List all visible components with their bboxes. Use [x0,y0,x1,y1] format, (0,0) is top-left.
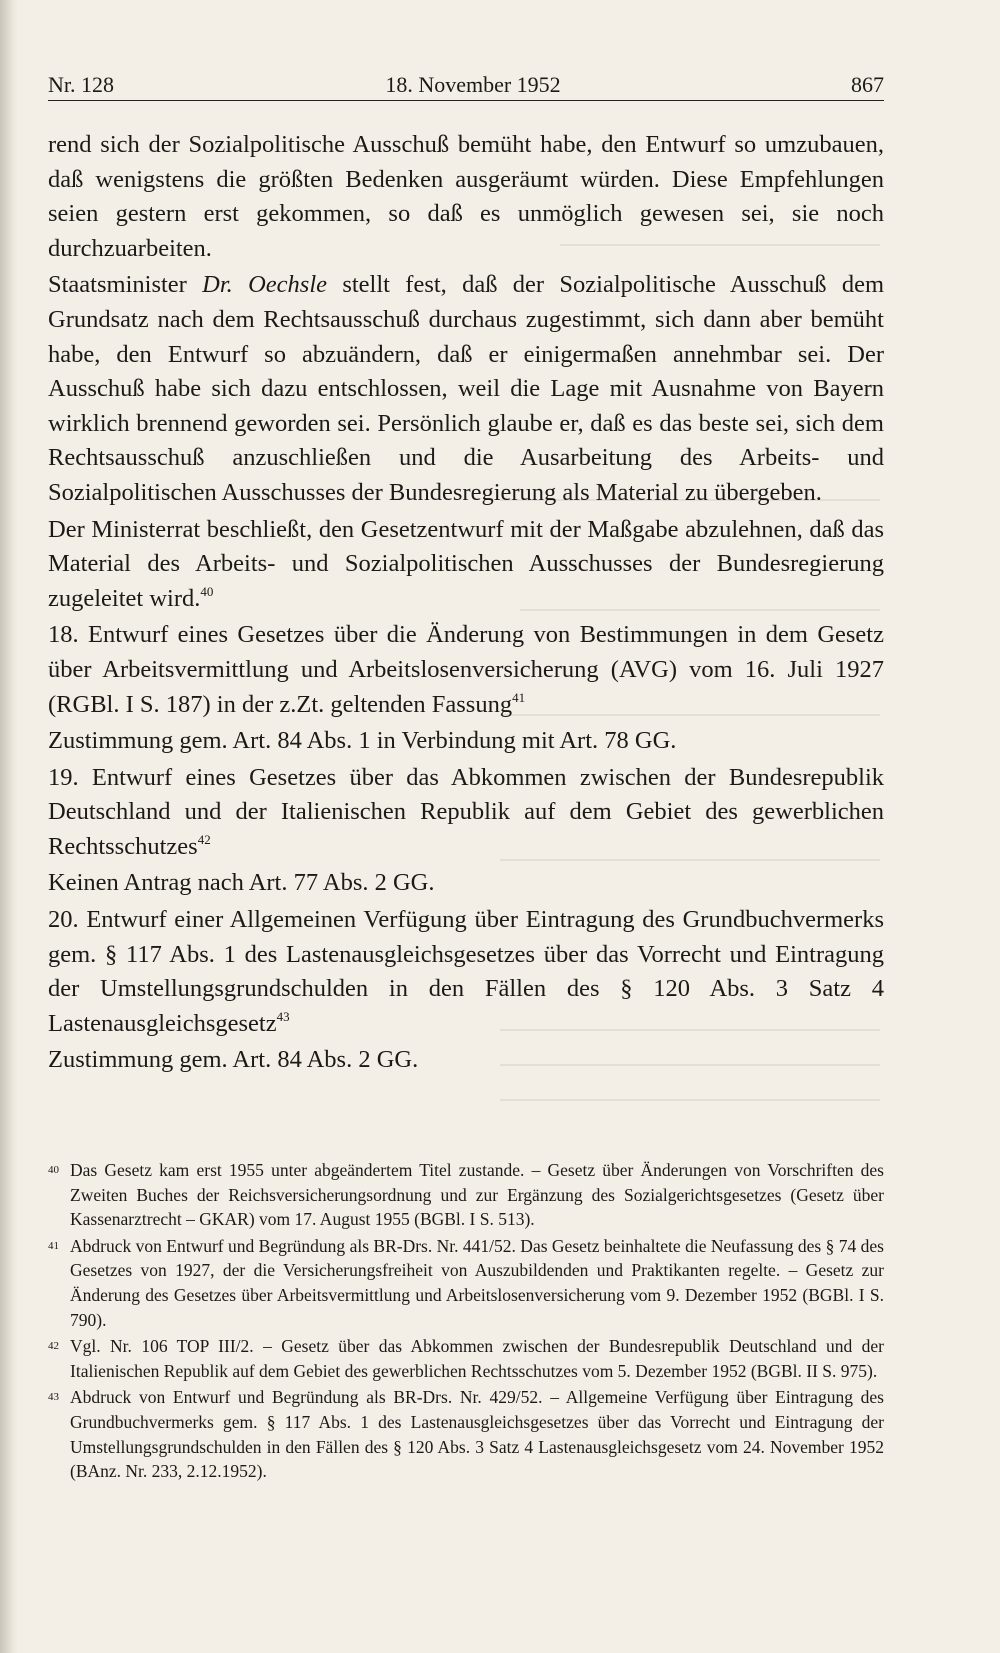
agenda-item-19: 19. Entwurf eines Gesetzes über das Abkommen zwischen der Bundesrepublik Deutschland und der Italienischen Republik auf dem Gebiet des gewerblichen Rechtsschutzes$^{42}$ [48,763,884,860]
footnote-mark: 41 [48,1239,59,1252]
footnote-mark: 40 [48,1164,59,1176]
footnote-ref: 41 [512,689,526,705]
running-header [48,66,884,101]
footnote-mark: 42 [48,1340,59,1353]
footnote-40: 40 Das Gesetz kam erst 1955 unter abgeändertem Titel zustande. – Gesetz über Änderungen von Vorschriften des Zweiten Buches der Reichsversicherungsordnung und zur Ergänzung des Sozialgerichtsgesetzes (Gesetz über Kassenarztrecht – GKAR) vom 17. August 1955 (BGBl. I S. 513). [48,1160,884,1230]
footnote-mark: 43 [48,1391,59,1404]
footnote-41: 41 Abdruck von Entwurf und Begründung als BR-Drs. Nr. 441/52. Das Gesetz beinhaltete die Neufassung des § 74 des Gesetzes von 1927, der die Versicherungsfreiheit von Auszubildenden und Praktikanten regelte. – Gesetz zur Änderung des Gesetzes über Arbeitsvermittlung und Arbeitslosenversicherung vom 9. Dezember 1952 (BGBl. I S. 790). [48,1235,884,1330]
paragraph-decision: Der Ministerrat beschließt, den Gesetzentwurf mit der Maßgabe abzulehnen, daß das Material des Arbeits- und Sozialpolitischen Ausschusses der Bundesregierung zugeleitet wird.$^{40}$ [48,515,884,612]
main-text [48,128,884,1080]
decision-18: Zustimmung gem. Art. 84 Abs. 1 in Verbindung mit Art. 78 GG. [48,727,677,755]
agenda-item-20: 20. Entwurf einer Allgemeinen Verfügung über Eintragung des Grundbuchvermerks gem. § 117 Abs. 1 des Lastenausgleichsgesetzes über das Vorrecht und Eintragung der Umstellungsgrundschulden in den Fällen des § 120 Abs. 3 Satz 4 Lastenausgleichsgesetz$^{43}$ [48,906,884,1037]
agenda-item-18: 18. Entwurf eines Gesetzes über die Änderung von Bestimmungen in dem Gesetz über Arbeitsvermittlung und Arbeitslosenversicherung (AVG) vom 16. Juli 1927 (RGBl. I S. 187) in der z.Zt. geltenden Fassung$^{41}$ [48,621,884,718]
footnote-43: 43 Abdruck von Entwurf und Begründung als BR-Drs. Nr. 429/52. – Allgemeine Verfügung über Eintragung des Grundbuchvermerks gem. § 117 Abs. 1 des Lastenausgleichsgesetzes über das Vorrecht und Eintragung der Umstellungsgrundschulden in den Fällen des § 120 Abs. 3 Satz 4 Lastenausgleichsgesetz vom 24. November 1952 (BAnz. Nr. 233, 2.12.1952). [48,1387,884,1482]
page-number: 867 [851,72,884,97]
decision-19: Keinen Antrag nach Art. 77 Abs. 2 GG. [48,869,435,897]
paragraph-continuation: rend sich der Sozialpolitische Ausschuß bemüht habe, den Entwurf so umzubauen, daß wenigstens die größten Bedenken ausgeräumt würden. Diese Empfehlungen seien gestern erst gekommen, so daß es unmöglich gewesen sei, sie noch durchzuarbeiten. [48,131,884,262]
speaker-name: Dr. Oechsle [202,271,328,299]
header-date: 18. November 1952 [385,72,561,97]
footnotes [48,1158,884,1486]
document-number: Nr. 128 [48,72,114,97]
page-edge-shadow [0,0,18,1653]
footnote-ref: 43 [276,1008,290,1024]
footnote-ref: 42 [197,831,211,847]
paragraph-oechsle: Staatsminister Dr. Oechsle stellt fest, daß der Sozialpolitische Ausschuß dem Grundsatz nach dem Rechtsausschuß durchaus zugestimmt, sich dann aber bemüht habe, den Entwurf so abzuändern, daß er einigermaßen annehmbar sei. Der Ausschuß habe sich dazu entschlossen, weil die Lage mit Ausnahme von Bayern wirklich brennend geworden sei. Persönlich glaube er, daß es das beste sei, sich dem Rechtsausschuß anzuschließen und die Ausarbeitung des Arbeits- und Sozialpolitischen Ausschusses der Bundesregierung als Material zu übergeben. [48,271,884,506]
decision-20: Zustimmung gem. Art. 84 Abs. 2 GG. [48,1046,419,1074]
footnote-ref: 40 [200,583,214,599]
footnote-42: 42 Vgl. Nr. 106 TOP III/2. – Gesetz über das Abkommen zwischen der Bundesrepublik Deutschland und der Italienischen Republik auf dem Gebiet des gewerblichen Rechtsschutzes vom 5. Dezember 1952 (BGBl. II S. 975). [48,1336,884,1381]
